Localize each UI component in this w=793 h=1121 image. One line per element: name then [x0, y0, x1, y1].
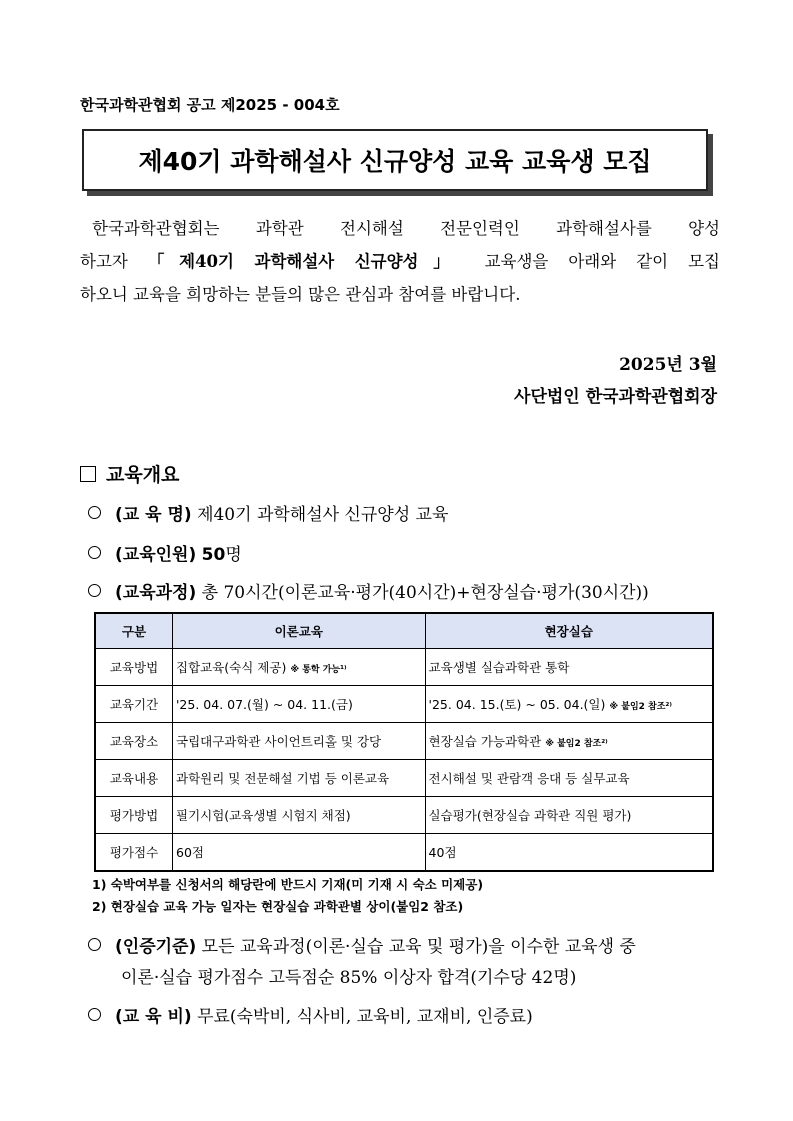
theory-cell — [173, 649, 426, 686]
cell-note: ※ 붙임2 참조²⁾ — [545, 739, 608, 749]
table-row — [95, 649, 713, 686]
cell-note: ※ 통학 가능¹⁾ — [290, 665, 347, 675]
cell-text: 교육생별 실습과학관 통학 — [428, 660, 570, 675]
section-title: 교육개요 — [106, 464, 180, 486]
bullet-value: 제40기 과학해설사 신규양성 교육 — [197, 505, 449, 525]
row-head: 교육내용 — [95, 760, 173, 797]
cell-text: 40점 — [428, 845, 457, 860]
cell-text: 과학원리 및 전문해설 기법 등 이론교육 — [176, 771, 390, 786]
bullet-certification — [88, 932, 636, 988]
table-row — [95, 797, 713, 834]
bullet-label: (인증기준) — [115, 937, 197, 957]
intro-course-name: 「제40기 과학해설사 신규양성」 — [147, 252, 465, 271]
headcount-number: 50 — [201, 545, 226, 565]
cell-text: 집합교육(숙식 제공) — [176, 660, 287, 675]
table-row — [95, 723, 713, 760]
practice-cell — [425, 760, 713, 797]
cell-text: 국립대구과학관 사이언트리홀 및 강당 — [176, 734, 382, 749]
table-row — [95, 834, 713, 872]
intro-line-1: 한국과학관협회는 과학관 전시해설 전문인력인 과학해설사를 양성 — [92, 219, 720, 238]
section-heading — [80, 460, 179, 487]
intro-line-2 — [80, 245, 720, 278]
theory-cell — [173, 686, 426, 723]
page-title: 제40기 과학해설사 신규양성 교육 교육생 모집 — [138, 147, 652, 176]
bullet-continuation: 이론·실습 평가점수 고득점순 85% 이상자 합격(기수당 42명) — [121, 968, 577, 988]
notice-number: 한국과학관협회 공고 제2025 - 004호 — [80, 96, 340, 114]
title-box — [82, 129, 708, 191]
table-header: 현장실습 — [425, 613, 713, 649]
intro-line-2-pre: 하고자 — [80, 252, 128, 271]
headcount-unit: 명 — [225, 545, 242, 565]
table-header: 구분 — [95, 613, 173, 649]
bullet-label: (교육인원) — [115, 545, 197, 565]
row-head: 교육방법 — [95, 649, 173, 686]
cell-text: 실습평가(현장실습 과학관 직원 평가) — [428, 808, 632, 823]
bullet-course-name — [88, 500, 448, 525]
bullet-value: 모든 교육과정(이론·실습 교육 및 평가)을 이수한 교육생 중 — [201, 937, 636, 957]
cell-text: '25. 04. 07.(월) ~ 04. 11.(금) — [176, 697, 353, 712]
theory-cell — [173, 723, 426, 760]
notice-date: 2025년 3월 — [619, 355, 717, 375]
row-head: 평가방법 — [95, 797, 173, 834]
circle-bullet-icon — [88, 938, 101, 951]
practice-cell — [425, 649, 713, 686]
footnote: 1) 숙박여부를 신청서의 해당란에 반드시 기재(미 기재 시 숙소 미제공) — [92, 877, 484, 892]
table-header: 이론교육 — [173, 613, 426, 649]
practice-cell — [425, 797, 713, 834]
bullet-label: (교 육 비) — [115, 1007, 192, 1027]
theory-cell — [173, 834, 426, 872]
bullet-label: (교육과정) — [115, 583, 197, 603]
footnotes — [92, 874, 483, 918]
organization-name: 사단법인 한국과학관협회장 — [514, 387, 717, 407]
theory-cell — [173, 797, 426, 834]
education-table — [94, 612, 714, 872]
cell-text: 전시해설 및 관람객 응대 등 실무교육 — [428, 771, 630, 786]
checkbox-square-icon — [80, 466, 96, 482]
practice-cell — [425, 834, 713, 872]
row-head: 교육기간 — [95, 686, 173, 723]
intro-paragraph — [80, 212, 720, 311]
table-row — [95, 686, 713, 723]
circle-bullet-icon — [88, 506, 101, 519]
bullet-headcount — [88, 540, 242, 565]
circle-bullet-icon — [88, 1008, 101, 1021]
row-head: 교육장소 — [95, 723, 173, 760]
intro-line-2-post: 교육생을 아래와 같이 모집 — [484, 252, 720, 271]
practice-cell — [425, 723, 713, 760]
intro-line-3: 하오니 교육을 희망하는 분들의 많은 관심과 참여를 바랍니다. — [80, 285, 521, 304]
bullet-value: 총 70시간(이론교육·평가(40시간)+현장실습·평가(30시간)) — [201, 583, 649, 603]
table-row — [95, 760, 713, 797]
row-head: 평가점수 — [95, 834, 173, 872]
cell-text: '25. 04. 15.(토) ~ 05. 04.(일) — [428, 697, 606, 712]
bullet-value: 무료(숙박비, 식사비, 교육비, 교재비, 인증료) — [197, 1007, 533, 1027]
practice-cell — [425, 686, 713, 723]
cell-text: 현장실습 가능과학관 — [428, 734, 542, 749]
cell-note: ※ 붙임2 참조²⁾ — [609, 702, 672, 712]
theory-cell — [173, 760, 426, 797]
footnote: 2) 현장실습 교육 가능 일자는 현장실습 과학관별 상이(붙임2 참조) — [92, 899, 464, 914]
circle-bullet-icon — [88, 584, 101, 597]
table-header-row — [95, 613, 713, 649]
circle-bullet-icon — [88, 546, 101, 559]
bullet-fee — [88, 1002, 533, 1027]
bullet-label: (교 육 명) — [115, 505, 192, 525]
cell-text: 필기시험(교육생별 시험지 채점) — [176, 808, 351, 823]
cell-text: 60점 — [176, 845, 204, 860]
bullet-course-hours — [88, 578, 649, 603]
